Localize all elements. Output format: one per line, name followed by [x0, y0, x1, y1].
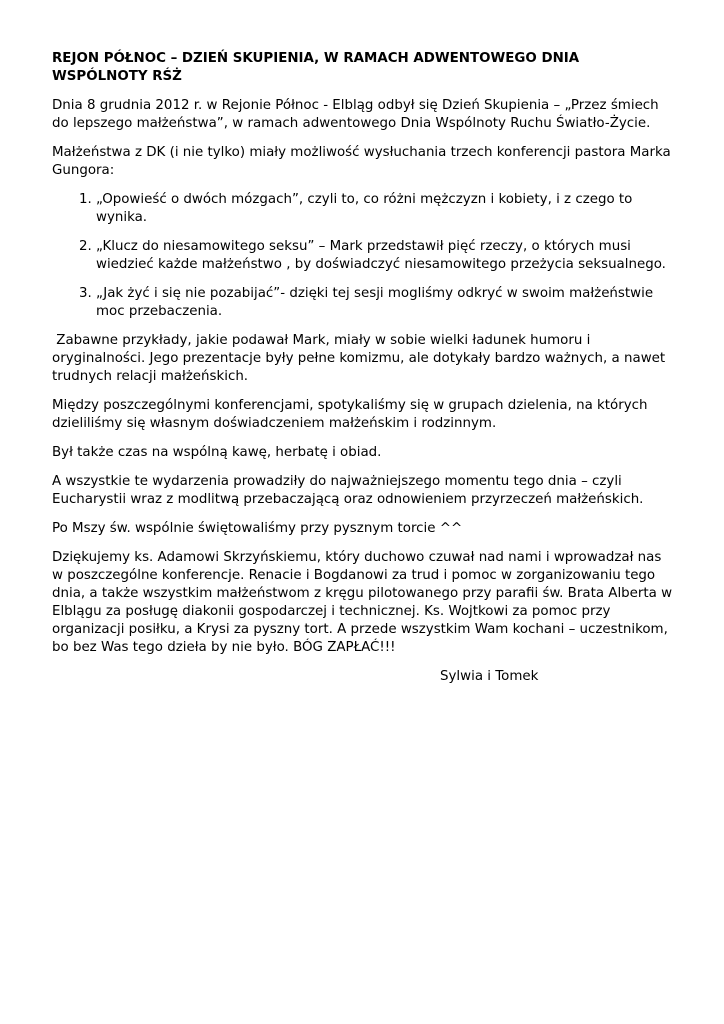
- thanks-paragraph: Dziękujemy ks. Adamowi Skrzyńskiemu, który duchowo czuwał nad nami i wprowadzał nas w poszczególne konferencje. Renacie i Bogdanowi za trud i pomoc w zorganizowaniu tego dnia, a także wszystkim małżeństwom z kręgu pilotowanego przy parafii św. Brata Alberta w Elblągu za posługę diakonii gospodarczej i technicznej. Ks. Wojtkowi za pomoc przy organizacji posiłku, a Krysi za pyszny tort. A przede wszystkim Wam kochani – uczestnikom, bo bez Was tego dzieła by nie było. BÓG ZAPŁAĆ!!!: [52, 550, 673, 655]
- signature: Sylwia i Tomek: [440, 669, 539, 684]
- cake-paragraph: Po Mszy św. wspólnie świętowaliśmy przy pysznym torcie ^^: [52, 521, 463, 536]
- humor-paragraph: Zabawne przykłady, jakie podawał Mark, miały w sobie wielki ładunek humoru i oryginalności. Jego prezentacje były pełne komizmu, ale dotykały bardzo ważnych, a nawet trudnych relacji małżeńskich.: [52, 333, 670, 384]
- eucharist-paragraph: A wszystkie te wydarzenia prowadziły do najważniejszego momentu tego dnia – czyli Eucharystii wraz z modlitwą przebaczającą oraz odnowieniem przyrzeczeń małżeńskich.: [52, 474, 644, 507]
- document-title: REJON PÓŁNOC – DZIEŃ SKUPIENIA, W RAMACH ADWENTOWEGO DNIA WSPÓLNOTY RŚŻ: [52, 51, 580, 84]
- conference-list: [52, 191, 676, 321]
- lead-paragraph: Małżeństwa z DK (i nie tylko) miały możliwość wysłuchania trzech konferencji pastora Marka Gungora:: [52, 145, 671, 178]
- intro-paragraph: Dnia 8 grudnia 2012 r. w Rejonie Północ - Elbląg odbył się Dzień Skupienia – „Przez śmiech do lepszego małżeństwa”, w ramach adwentowego Dnia Wspólnoty Ruchu Światło-Życie.: [52, 98, 659, 131]
- conference-item: 1. „Opowieść o dwóch mózgach”, czyli to, co różni mężczyzn i kobiety, i z czego to wynika.: [96, 191, 676, 227]
- document-page: [52, 50, 676, 686]
- meal-paragraph: Był także czas na wspólną kawę, herbatę i obiad.: [52, 445, 382, 460]
- groups-paragraph: Między poszczególnymi konferencjami, spotykaliśmy się w grupach dzielenia, na których dzieliliśmy się własnym doświadczeniem małżeńskim i rodzinnym.: [52, 398, 648, 431]
- conference-item: 2. „Klucz do niesamowitego seksu” – Mark przedstawił pięć rzeczy, o których musi wiedzieć każde małżeństwo , by doświadczyć niesamowitego przeżycia seksualnego.: [96, 238, 676, 274]
- conference-item: 3. „Jak żyć i się nie pozabijać”- dzięki tej sesji mogliśmy odkryć w swoim małżeństwie moc przebaczenia.: [96, 285, 676, 321]
